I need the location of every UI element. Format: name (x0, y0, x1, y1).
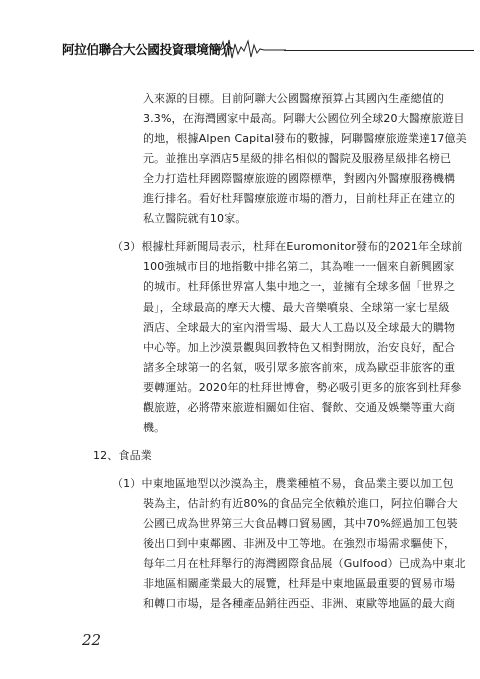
header-rule (284, 50, 474, 51)
text-line: 諸多全球第一的名氣，吸引眾多旅客前來，成為歐亞非旅客的重 (143, 361, 456, 374)
list-item-3: （3）根據杜拜新聞局表示，杜拜在Euromonitor發布的2021年全球前 (112, 240, 463, 253)
text-line: 公國已成為世界第三大食品轉口貿易國，其中70%經過加工包裝 (143, 517, 458, 530)
list-item-1: （1）中東地區地型以沙漠為主，農業種植不易，食品業主要以加工包 (112, 477, 454, 490)
text-line: 中心等。加上沙漠景觀與回教特色又相對開放，治安良好，配合 (143, 341, 456, 354)
text-line: 全力打造杜拜國際醫療旅遊的國際標準，對國內外醫療服務機構 (143, 172, 456, 185)
text-line: 100強城市目的地指數中排名第二，其為唯一一個來自新興國家 (143, 260, 455, 273)
section-heading: 12、食品業 (93, 449, 152, 462)
text-line: 和轉口市場，是各種產品銷往西亞、非洲、東歐等地區的最大商 (143, 597, 456, 610)
text-line: 進行排名。看好杜拜醫療旅遊市場的潛力，目前杜拜正在建立的 (143, 192, 456, 205)
text-line: 元。並推出享酒店5星級的排名相似的醫院及服務星級排名榜已 (143, 152, 452, 165)
heartbeat-line-icon (214, 38, 286, 60)
text-line: 私立醫院就有10家。 (143, 212, 247, 225)
text-line: 非地區相關產業最大的展覽，杜拜是中東地區最重要的貿易市場 (143, 577, 456, 590)
text-line: 觀旅遊，必將帶來旅遊相關如住宿、餐飲、交通及娛樂等重大商 (143, 401, 456, 414)
text-line: 的城市。杜拜係世界富人集中地之一，並擁有全球多個「世界之 (143, 280, 456, 293)
text-line: 裝為主，估計約有近80%的食品完全依賴於進口，阿拉伯聯合大 (143, 497, 458, 510)
text-line: 機。 (143, 421, 166, 434)
running-header (62, 38, 422, 58)
text-line: 每年二月在杜拜舉行的海灣國際食品展（Gulfood）已成為中東北 (143, 557, 466, 570)
text-line: 入來源的目標。目前阿聯大公國醫療預算占其國內生產總值的 (143, 92, 445, 105)
text-line: 最」，全球最高的摩天大樓、最大音樂噴泉、全球第一家七星級 (143, 301, 450, 314)
text-line: 後出口到中東鄰國、非洲及中工等地。在強烈市場需求驅使下， (143, 537, 456, 550)
page-number: 22 (82, 631, 102, 649)
text-line: 的地，根據Alpen Capital發布的數據，阿聯醫療旅遊業達17億美 (143, 132, 467, 145)
header-title: 阿拉伯聯合大公國投資環境簡介 (62, 42, 233, 57)
text-line: 要轉運站。2020年的杜拜世博會，勢必吸引更多的旅客到杜拜參 (143, 381, 462, 394)
text-line: 酒店、全球最大的室內滑雪場、最大人工島以及全球最大的購物 (143, 321, 456, 334)
text-line: 3.3%，在海灣國家中最高。阿聯大公國位列全球20大醫療旅遊目 (143, 112, 465, 125)
